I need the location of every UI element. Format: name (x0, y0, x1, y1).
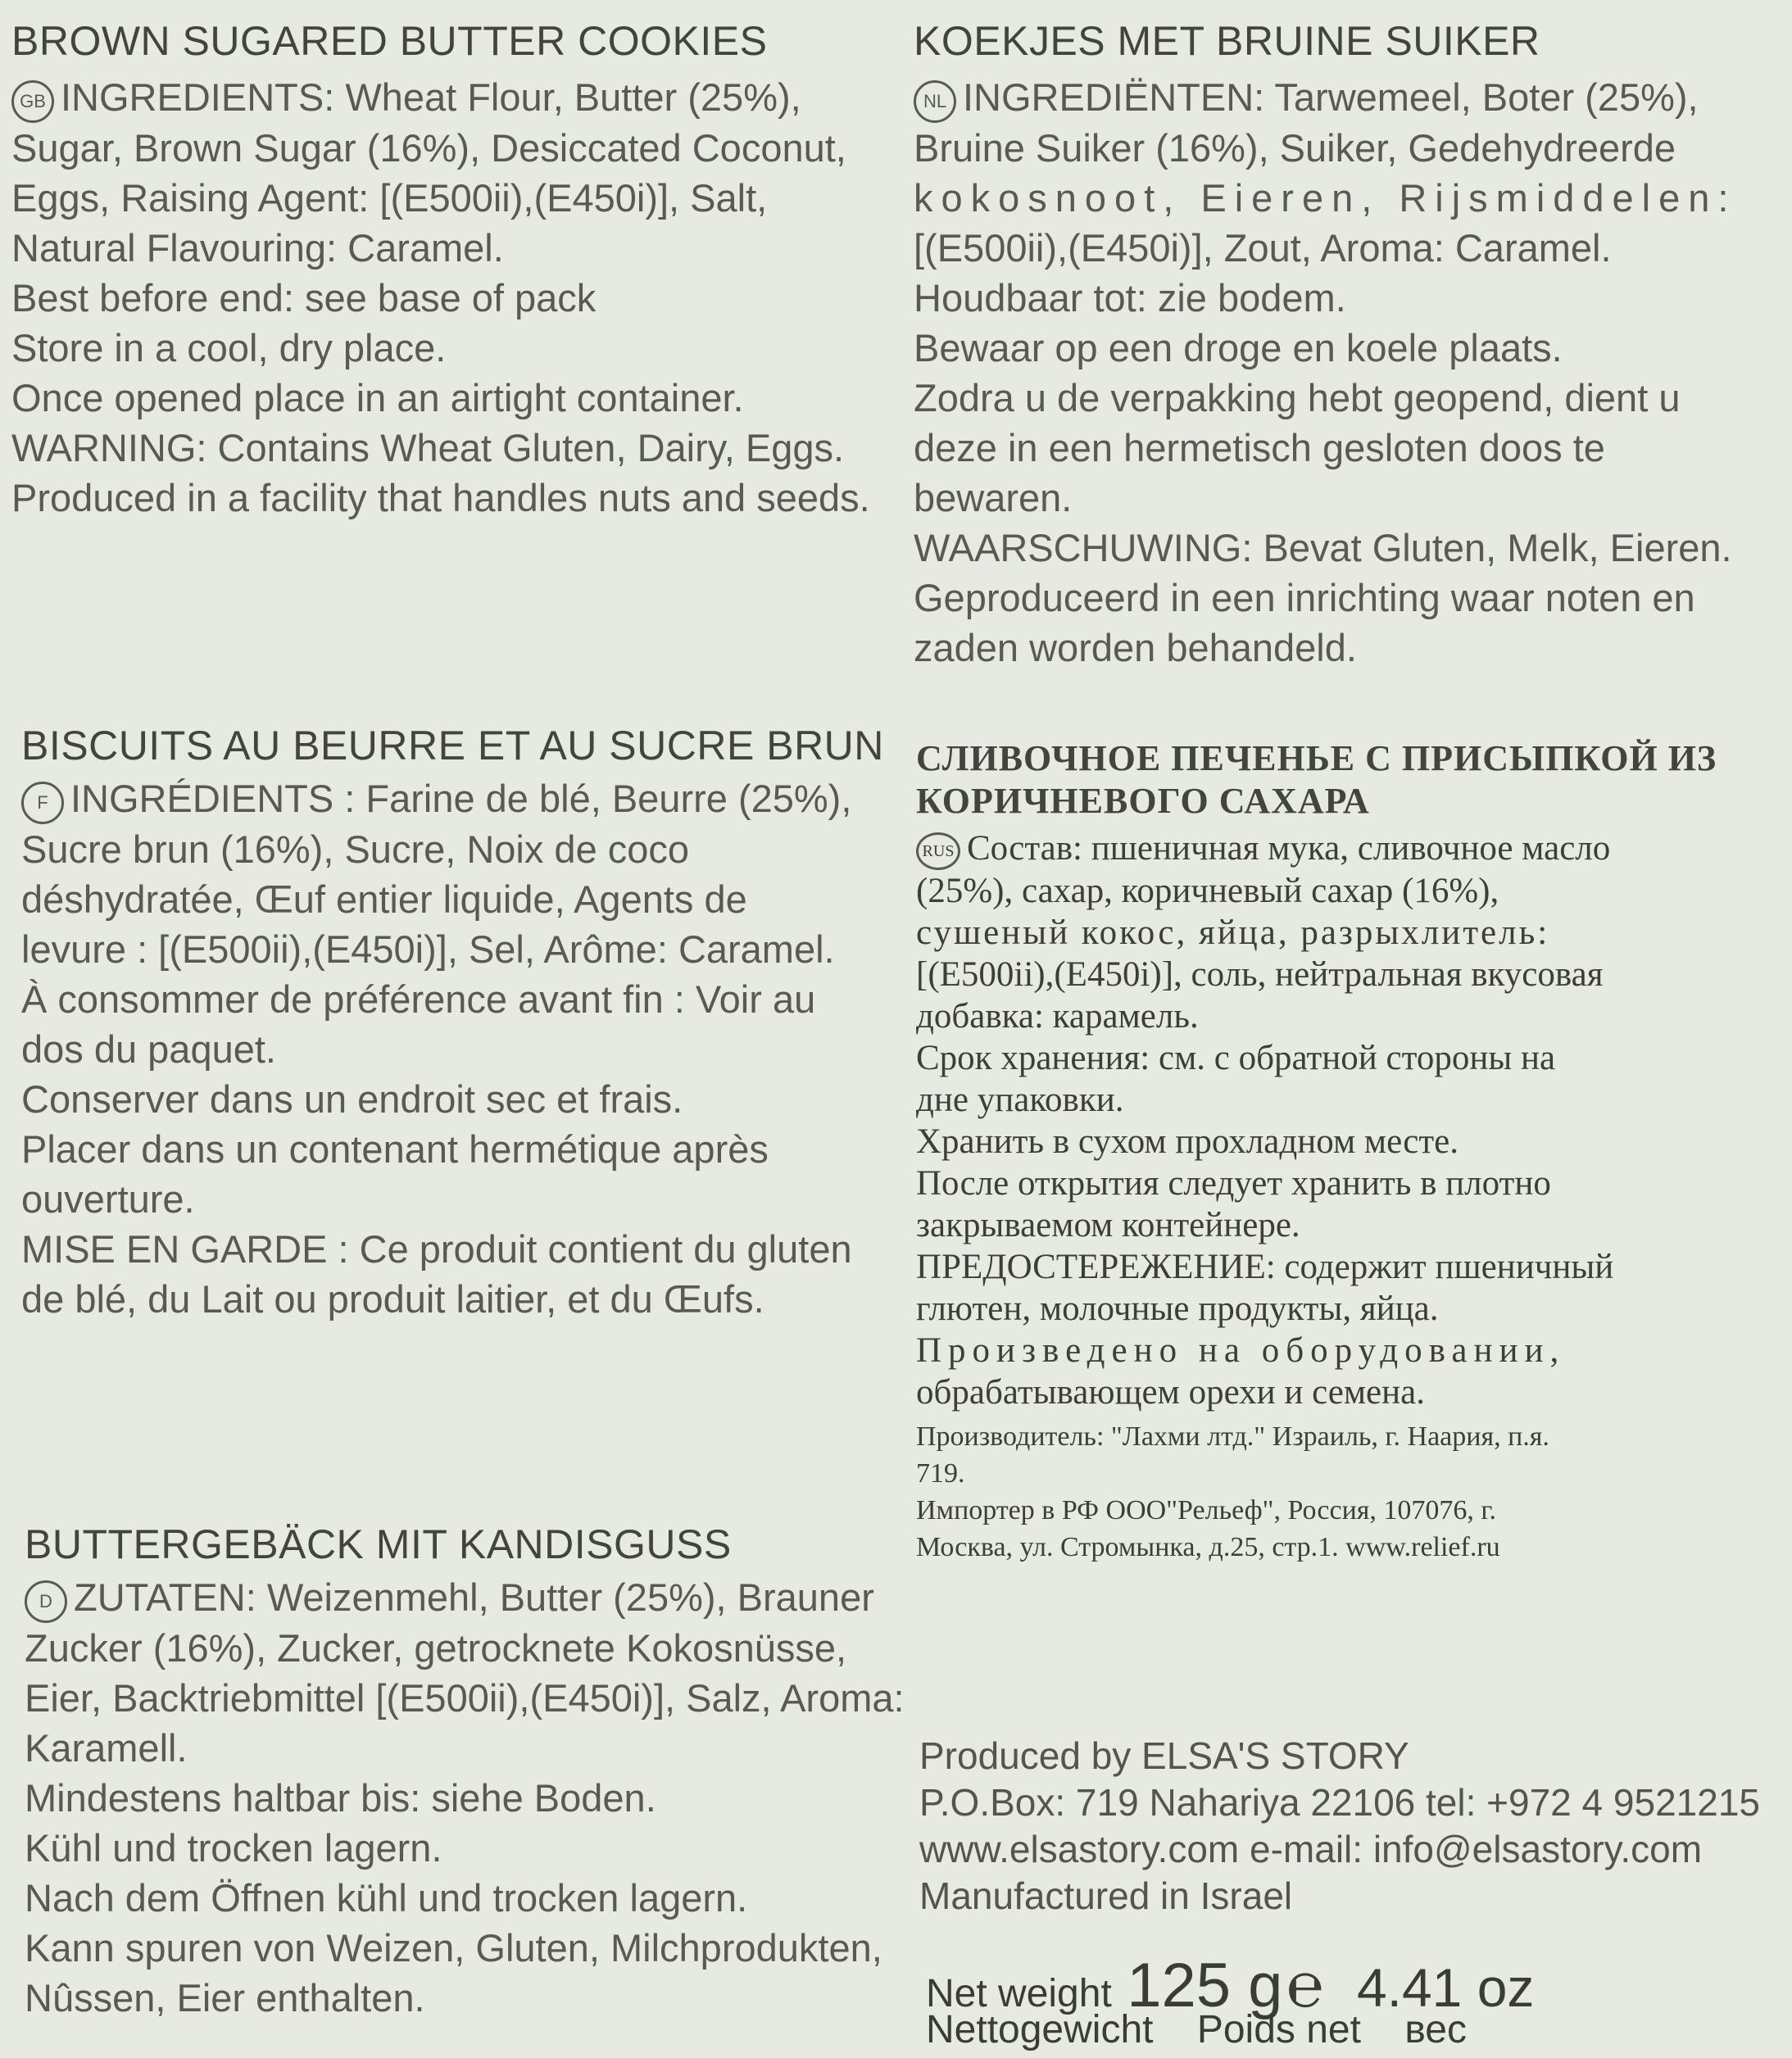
section-dutch (914, 16, 1786, 673)
text-line: дне упаковки. (916, 1081, 1124, 1119)
dutch-text (914, 72, 1786, 673)
russian-text (916, 827, 1789, 1566)
text-line: Eier, Backtriebmittel [(E500ii),(E450i)], Salz, Aroma: (25, 1676, 905, 1720)
text-line: Производитель: "Лахми лтд." Израиль, г. Наария, п.я. (916, 1421, 1549, 1452)
text-line: Kann spuren von Weizen, Gluten, Milchprodukten, (25, 1926, 882, 1970)
text-line: ПРЕДОСТЕРЕЖЕНИЕ: содержит пшеничный (916, 1248, 1614, 1286)
nl-badge-icon: NL (914, 80, 956, 123)
text-line: Placer dans un contenant hermétique après (21, 1127, 769, 1171)
heading-russian-line-2: КОРИЧНЕВОГО САХАРА (916, 781, 1370, 821)
text-line: Produced in a facility that handles nuts and seeds. (11, 476, 870, 519)
text-line: Хранить в сухом прохладном месте. (916, 1122, 1459, 1161)
heading-dutch: KOEKJES MET BRUINE SUIKER (914, 18, 1540, 64)
section-german (25, 1520, 905, 2023)
text-line: déshydratée, Œuf entier liquide, Agents de (21, 877, 747, 921)
text-line: Москва, ул. Стромынка, д.25, стр.1. www.relief.ru (916, 1532, 1500, 1562)
estimated-sign-icon: ℮ (1286, 1951, 1324, 2020)
text-line: Natural Flavouring: Caramel. (11, 226, 504, 270)
text-line: P.O.Box: 719 Nahariya 22106 tel: +972 4 9521215 (919, 1781, 1760, 1824)
text-line: Sugar, Brown Sugar (16%), Desiccated Coconut, (11, 126, 846, 170)
net-weight-label: Net weight (926, 1972, 1112, 2015)
net-weight-translations (926, 2007, 1499, 2052)
text-line: [(E500ii),(E450i)], соль, нейтральная вкусовая (916, 955, 1604, 994)
gb-badge-icon: GB (11, 80, 54, 123)
text-line: После открытия следует хранить в плотно (916, 1164, 1551, 1203)
text-line: de blé, du Lait ou produit laitier, et du Œufs. (21, 1277, 764, 1321)
text-line: сушеный кокос, яйца, разрыхлитель: (916, 913, 1550, 952)
heading-french: BISCUITS AU BEURRE ET AU SUCRE BRUN (21, 723, 884, 768)
text-line: 719. (916, 1458, 965, 1489)
text-line: Zodra u de verpakking hebt geopend, dient u (914, 376, 1681, 419)
text-line: bewaren. (914, 476, 1073, 519)
text-line: Sucre brun (16%), Sucre, Noix de coco (21, 827, 690, 871)
text-line: F INGRÉDIENTS : Farine de blé, Beurre (25%), (21, 773, 890, 824)
text-line: глютен, молочные продукты, яйца. (916, 1290, 1439, 1328)
text-line: WAARSCHUWING: Bevat Gluten, Melk, Eieren. (914, 526, 1732, 569)
french-text (21, 773, 890, 1324)
section-russian (916, 737, 1789, 1566)
text-line: Karamell. (25, 1726, 188, 1770)
text-line: обрабатывающем орехи и семена. (916, 1373, 1425, 1412)
text-line: D ZUTATEN: Weizenmehl, Butter (25%), Brauner (25, 1572, 893, 1623)
net-weight-label-nl: Nettogewicht (926, 2008, 1154, 2051)
heading-english: BROWN SUGARED BUTTER COOKIES (11, 18, 768, 64)
heading-russian-line-1: СЛИВОЧНОЕ ПЕЧЕНЬЕ С ПРИСЫПКОЙ ИЗ (916, 738, 1717, 778)
de-badge-icon: D (25, 1580, 67, 1623)
text-line: (25%), сахар, коричневый сахар (16%), (916, 872, 1499, 910)
text-line: GB INGREDIENTS: Wheat Flour, Butter (25%), (11, 72, 880, 123)
text-line: Bewaar op een droge en koele plaats. (914, 326, 1563, 369)
text-line: Eggs, Raising Agent: [(E500ii),(E450i)], Salt, (11, 176, 768, 220)
producer-info (919, 1733, 1788, 1920)
text-line: Once opened place in an airtight container. (11, 376, 744, 419)
heading-german: BUTTERGEBÄCK MIT KANDISGUSS (25, 1521, 732, 1567)
text-line: добавка: карамель. (916, 997, 1199, 1036)
text-line: Houdbaar tot: zie bodem. (914, 276, 1346, 320)
text-line: [(E500ii),(E450i)], Zout, Aroma: Caramel. (914, 226, 1612, 270)
producer-address (919, 1733, 1788, 1920)
text-line: Kühl und trocken lagern. (25, 1826, 442, 1870)
german-text (25, 1572, 905, 2023)
text-line: MISE EN GARDE : Ce produit contient du gluten (21, 1227, 852, 1271)
ru-badge-icon: RUS (916, 832, 960, 870)
text-line: Mindestens haltbar bis: siehe Boden. (25, 1776, 656, 1820)
text-line: deze in een hermetisch gesloten doos te (914, 426, 1605, 469)
fr-badge-icon: F (21, 782, 64, 824)
text-line: Nûssen, Eier enthalten. (25, 1976, 425, 2019)
text-line: Produced by ELSA'S STORY (919, 1734, 1409, 1777)
text-line: закрываемом контейнере. (916, 1206, 1300, 1244)
section-english (11, 16, 880, 523)
text-line: levure : [(E500ii),(E450i)], Sel, Arôme: Caramel. (21, 927, 835, 971)
text-line: Zucker (16%), Zucker, getrocknete Kokosnüsse, (25, 1626, 847, 1670)
text-line: Срок хранения: см. с обратной стороны на (916, 1039, 1556, 1077)
net-weight-label-ru: вес (1404, 2008, 1467, 2051)
text-line: Geproduceerd in een inrichting waar noten en (914, 576, 1695, 619)
text-line: Импортер в РФ ООО"Рельеф", Россия, 107076, г. (916, 1495, 1497, 1525)
text-line: Bruine Suiker (16%), Suiker, Gedehydreerde (914, 126, 1676, 170)
text-line: ouverture. (21, 1177, 195, 1221)
text-line: À consommer de préférence avant fin : Voir au (21, 977, 816, 1021)
text-line: zaden worden behandeld. (914, 626, 1357, 669)
text-line: Manufactured in Israel (919, 1874, 1293, 1917)
text-line: kokosnoot, Eieren, Rijsmiddelen: (914, 176, 1737, 220)
text-line: Store in a cool, dry place. (11, 326, 447, 369)
text-line: Best before end: see base of pack (11, 276, 597, 320)
text-line: www.elsastory.com e-mail: info@elsastory.com (919, 1828, 1703, 1870)
text-line: RUS Состав: пшеничная мука, сливочное масло (916, 827, 1789, 870)
net-weight-ounces: 4.41 oz (1356, 1957, 1535, 2018)
text-line: NL INGREDIËNTEN: Tarwemeel, Boter (25%), (914, 72, 1786, 123)
text-line: Conserver dans un endroit sec et frais. (21, 1077, 683, 1121)
english-text (11, 72, 880, 523)
net-weight-label-fr: Poids net (1196, 2008, 1361, 2051)
section-french (21, 721, 890, 1324)
net-weight-grams: 125 g (1127, 1951, 1283, 2020)
text-line: dos du paquet. (21, 1027, 276, 1071)
text-line: Произведено на оборудовании, (916, 1331, 1566, 1370)
text-line: WARNING: Contains Wheat Gluten, Dairy, Eggs. (11, 426, 845, 469)
text-line: Nach dem Öffnen kühl und trocken lagern. (25, 1876, 748, 1920)
